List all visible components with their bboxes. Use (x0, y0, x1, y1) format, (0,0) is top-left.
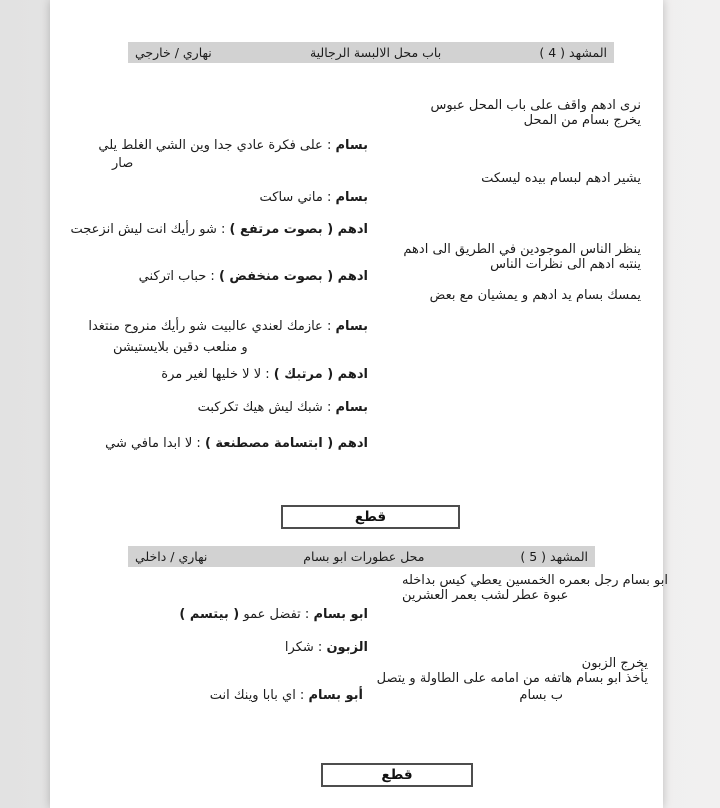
scene-time: نهاري / خارجي (135, 45, 212, 60)
dialogue-text: : حباب اتركني (138, 269, 219, 284)
speaker-name: ادهم ( بصوت منخفض ) (218, 269, 368, 284)
speaker-name: الزبون (326, 640, 368, 655)
action-line: يخرج الزبون (581, 656, 648, 671)
speaker-name: ادهم ( مرتبك ) (273, 367, 368, 382)
scene-location: باب محل الالبسة الرجالية (309, 45, 442, 60)
scene-header-bar-5 (128, 546, 595, 567)
speaker-name: بسام (335, 138, 368, 153)
cut-box (281, 505, 460, 529)
dialogue-text: : على فكرة عادي جدا وين الشي الغلط يلي (98, 138, 336, 153)
action-line: ينظر الناس الموجودين في الطريق الى ادهم (403, 242, 641, 257)
speaker-name: ادهم ( ابتسامة مصطنعة ) (204, 436, 368, 451)
dialogue-line (139, 269, 368, 284)
dialogue-line (260, 190, 369, 205)
speaker-name: أبو بسام (308, 688, 363, 703)
action-line: نرى ادهم واقف على باب المحل عبوس (430, 98, 641, 113)
scene-header-bar-4 (128, 42, 614, 63)
scene-number: المشهد ( 5 ) (520, 549, 588, 564)
dialogue-text: : لا ابدا مافي شي (105, 436, 205, 451)
dialogue-text: : ماني ساكت (259, 190, 336, 205)
action-line: يأخذ ابو بسام هاتفه من امامه على الطاولة و يتصل (376, 671, 648, 686)
speaker-name: بسام (335, 319, 368, 334)
action-line: عبوة عطر لشب بعمر العشرين (402, 588, 569, 603)
speaker-name: ابو بسام (313, 607, 368, 622)
speaker-name: بسام (335, 400, 368, 415)
dialogue-line (285, 640, 368, 655)
dialogue-wrap-line: و منلعب دقين بلايستيشن (113, 340, 248, 355)
action-line: يمسك بسام يد ادهم و يمشيان مع بعض (429, 288, 641, 303)
dialogue-line (105, 436, 368, 451)
dialogue-line (179, 607, 368, 622)
dialogue-line (98, 138, 368, 153)
dialogue-text: : لا لا خليها لغير مرة (161, 367, 274, 382)
action-line: ينتبه ادهم الى نظرات الناس (490, 257, 641, 272)
scene-location: محل عطورات ابو بسام (303, 549, 425, 564)
dialogue-line (210, 688, 363, 703)
script-page (50, 0, 668, 808)
dialogue-text: : شبك ليش هيك تكركبت (197, 400, 336, 415)
dialogue-text: : اي بابا وينك انت (209, 688, 309, 703)
cut-label: قطع (381, 767, 413, 783)
speaker-name: بسام (335, 190, 368, 205)
dialogue-line (88, 319, 368, 334)
dialogue-text: : تفضل عمو (239, 607, 314, 622)
dialogue-line (198, 400, 368, 415)
dialogue-text: : شو رأيك انت ليش انزعجت (70, 222, 230, 237)
dialogue-text: : شكرا (284, 640, 327, 655)
dialogue-text: : عازمك لعندي عالبيت شو رأيك منروح منتغدا (88, 319, 336, 334)
scene-time: نهاري / داخلي (135, 549, 208, 564)
speaker-name: ادهم ( بصوت مرتفع ) (229, 222, 368, 237)
parenthetical: ( بيتسم ) (179, 607, 240, 622)
action-line: ب بسام (519, 688, 563, 703)
action-line: يشير ادهم لبسام بيده ليسكت (481, 171, 641, 186)
action-line: يخرج بسام من المحل (523, 113, 641, 128)
scene-number: المشهد ( 4 ) (539, 45, 607, 60)
dialogue-line (71, 222, 369, 237)
cut-label: قطع (354, 509, 387, 525)
dialogue-line (161, 367, 368, 382)
action-line: ابو بسام رجل بعمره الخمسين يعطي كيس بداخله (402, 573, 668, 588)
dialogue-wrap-line: صار (112, 156, 134, 171)
cut-box (321, 763, 473, 787)
